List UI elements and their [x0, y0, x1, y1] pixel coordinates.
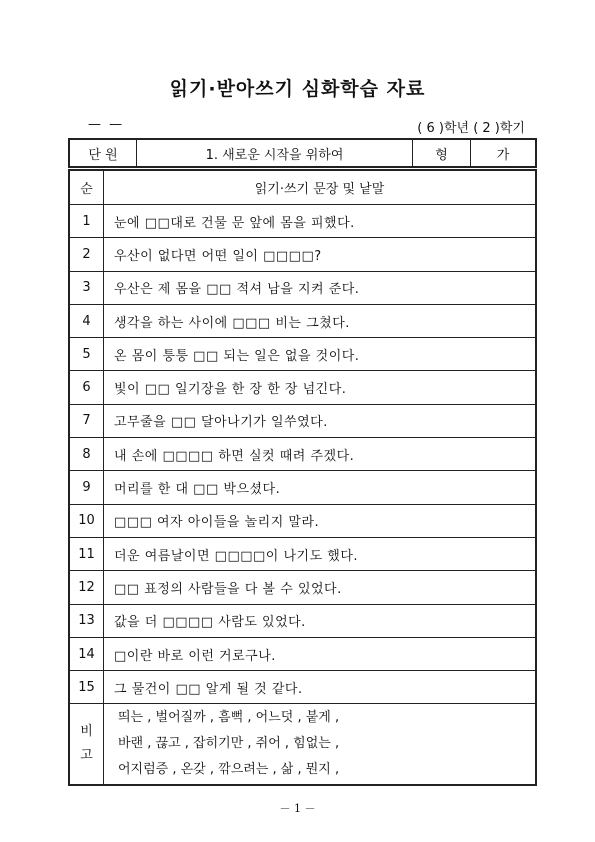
row-number: 10: [69, 504, 104, 537]
table-row: [69, 504, 536, 537]
row-number: 11: [69, 537, 104, 570]
table-row: [69, 604, 536, 637]
remark-line: 띄는 , 벌어질까 , 흠뻑 , 어느덧 , 붙게 ,: [118, 710, 340, 726]
row-number: 2: [69, 238, 104, 271]
unit-label: 단 원: [69, 139, 137, 167]
col-text-header: 읽기·쓰기 문장 및 낱말: [104, 170, 537, 205]
table-row: [69, 671, 536, 704]
table-row: [69, 471, 536, 504]
row-number: 8: [69, 438, 104, 471]
table-row: [69, 338, 536, 371]
row-sentence: 눈에 □□대로 건물 문 앞에 몸을 피했다.: [104, 205, 537, 238]
row-sentence: 우산이 없다면 어떤 일이 □□□□?: [104, 238, 537, 271]
type-value: 가: [471, 139, 537, 167]
grade-info: ( 6 )학년 ( 2 )학기: [417, 121, 525, 136]
row-sentence: 고무줄을 □□ 달아나기가 일쑤였다.: [104, 404, 537, 437]
table-row: [69, 371, 536, 404]
row-sentence: 머리를 한 대 □□ 박으셨다.: [104, 471, 537, 504]
remark-line: 어지럼증 , 온갖 , 깎으려는 , 삶 , 뭔지 ,: [118, 762, 340, 778]
row-number: 13: [69, 604, 104, 637]
unit-name: 1. 새로운 시작을 위하여: [137, 139, 413, 167]
row-sentence: □□□ 여자 아이들을 놀리지 말라.: [104, 504, 537, 537]
row-number: 9: [69, 471, 104, 504]
table-header-row: [69, 170, 536, 205]
unit-row: [69, 139, 536, 167]
remark-label-char: 비: [80, 724, 93, 740]
row-number: 3: [69, 271, 104, 304]
remark-line: 바랜 , 끊고 , 잡히기만 , 쥐어 , 힘없는 ,: [118, 736, 340, 752]
remark-words: [104, 704, 537, 786]
row-sentence: □□ 표정의 사람들을 다 볼 수 있었다.: [104, 571, 537, 604]
table-row: [69, 238, 536, 271]
table-row: [69, 571, 536, 604]
row-number: 7: [69, 404, 104, 437]
row-sentence: 빛이 □□ 일기장을 한 장 한 장 넘긴다.: [104, 371, 537, 404]
row-sentence: 내 손에 □□□□ 하면 실컷 때려 주겠다.: [104, 438, 537, 471]
col-num-header: 순: [69, 170, 104, 205]
row-number: 5: [69, 338, 104, 371]
row-sentence: 우산은 제 몸을 □□ 적셔 남을 지켜 준다.: [104, 271, 537, 304]
row-sentence: 값을 더 □□□□ 사람도 있었다.: [104, 604, 537, 637]
remark-row: [69, 704, 536, 786]
row-number: 4: [69, 304, 104, 337]
row-sentence: 더운 여름날이면 □□□□이 나기도 했다.: [104, 537, 537, 570]
table-row: [69, 438, 536, 471]
page-title: 읽기·받아쓰기 심화학습 자료: [169, 78, 426, 100]
unit-table: [68, 138, 537, 168]
table-row: [69, 537, 536, 570]
table-row: [69, 205, 536, 238]
row-number: 14: [69, 637, 104, 670]
row-number: 15: [69, 671, 104, 704]
type-label: 형: [413, 139, 471, 167]
table-row: [69, 404, 536, 437]
row-sentence: 그 물건이 □□ 알게 될 것 같다.: [104, 671, 537, 704]
header-mark: — —: [88, 117, 125, 132]
row-sentence: □이란 바로 이런 거로구나.: [104, 637, 537, 670]
row-sentence: 생각을 하는 사이에 □□□ 비는 그쳤다.: [104, 304, 537, 337]
remark-label-char: 고: [80, 748, 93, 764]
row-number: 6: [69, 371, 104, 404]
table-row: [69, 637, 536, 670]
remark-label: [69, 704, 104, 786]
row-number: 1: [69, 205, 104, 238]
row-number: 12: [69, 571, 104, 604]
table-row: [69, 304, 536, 337]
page-number: － 1 －: [279, 802, 316, 815]
row-sentence: 온 몸이 퉁퉁 □□ 되는 일은 없을 것이다.: [104, 338, 537, 371]
table-row: [69, 271, 536, 304]
sentence-table: [68, 169, 537, 786]
